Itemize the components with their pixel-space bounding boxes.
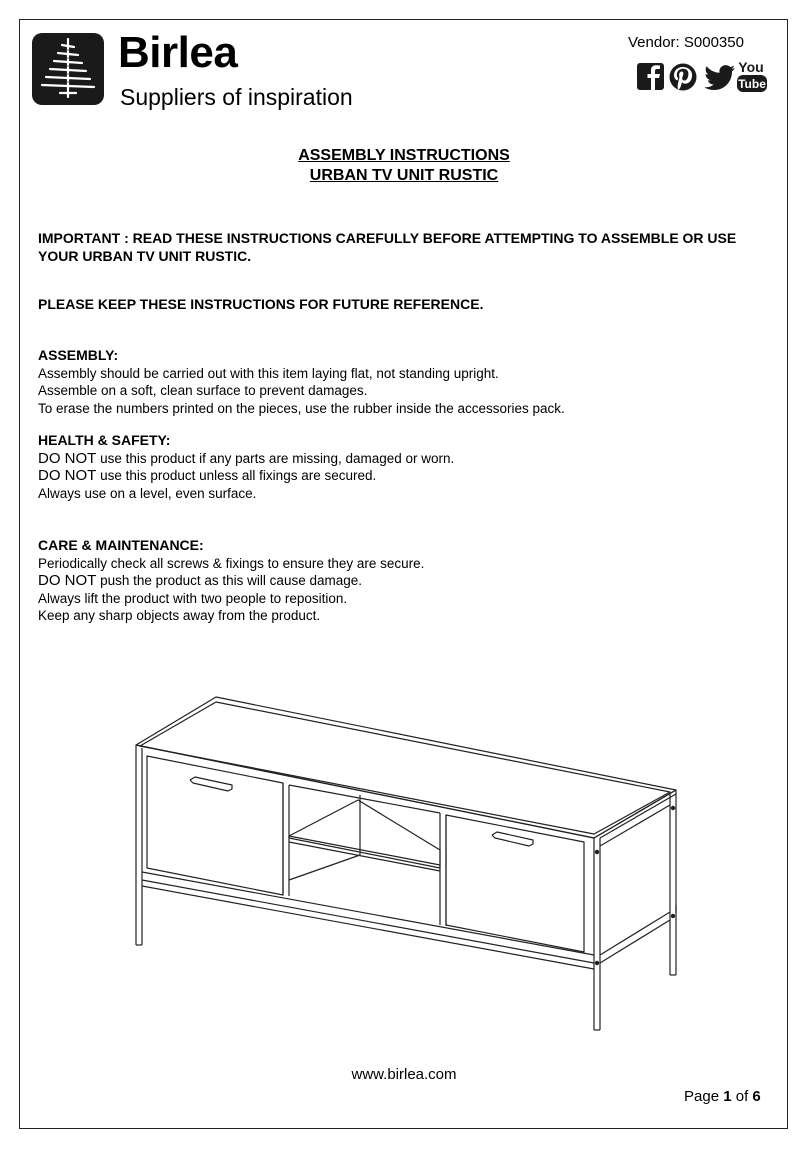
youtube-text-bottom: Tube — [738, 77, 766, 91]
keep-notice: PLEASE KEEP THESE INSTRUCTIONS FOR FUTURE REFERENCE. — [38, 296, 484, 312]
website-link[interactable]: www.birlea.com — [351, 1066, 457, 1083]
do-not-label: DO NOT — [38, 572, 97, 589]
safety-line — [38, 450, 454, 468]
health-safety-section — [38, 432, 454, 502]
twitter-icon[interactable] — [704, 65, 735, 90]
health-safety-heading: HEALTH & SAFETY: — [38, 432, 171, 448]
care-heading: CARE & MAINTENANCE: — [38, 537, 204, 553]
care-section — [38, 537, 424, 625]
youtube-text-top: You — [738, 59, 764, 75]
facebook-icon[interactable] — [637, 63, 664, 90]
tv-unit-illustration — [125, 690, 685, 1035]
assembly-line: Assembly should be carried out with this item laying flat, not standing upright. — [38, 365, 499, 381]
assembly-line: To erase the numbers printed on the pieces, use the rubber inside the accessories pack. — [38, 400, 565, 416]
page-number — [684, 1088, 761, 1105]
safety-line-text: use this product if any parts are missing, damaged or worn. — [96, 450, 455, 466]
page-label: Page — [684, 1088, 720, 1105]
safety-line: Always use on a level, even surface. — [38, 485, 257, 501]
do-not-label: DO NOT — [38, 467, 97, 484]
assembly-heading: ASSEMBLY: — [38, 347, 119, 363]
product-title: URBAN TV UNIT RUSTIC — [309, 167, 499, 184]
birlea-tree-logo-icon — [32, 33, 104, 105]
social-icons — [637, 58, 769, 94]
vendor-code: Vendor: S000350 — [628, 34, 744, 51]
assembly-line: Assemble on a soft, clean surface to prevent damages. — [38, 383, 368, 398]
brand-tagline: Suppliers of inspiration — [120, 84, 353, 110]
important-notice: IMPORTANT : READ THESE INSTRUCTIONS CAREFULLY BEFORE ATTEMPTING TO ASSEMBLE OR USE YOUR URBAN TV UNIT RUSTIC. — [38, 230, 737, 264]
care-line — [38, 572, 424, 590]
care-line: Always lift the product with two people to reposition. — [38, 590, 348, 606]
care-line-text: push the product as this will cause damage. — [96, 573, 362, 588]
youtube-icon[interactable] — [737, 59, 767, 92]
care-line: Periodically check all screws & fixings to ensure they are secure. — [38, 555, 425, 571]
safety-line-text: use this product unless all fixings are secured. — [96, 468, 377, 483]
pinterest-icon[interactable] — [670, 64, 697, 91]
page-current: 1 — [723, 1088, 732, 1105]
page-total: 6 — [752, 1088, 761, 1105]
assembly-section — [38, 347, 565, 417]
safety-line — [38, 467, 454, 485]
brand-name: Birlea — [118, 28, 238, 77]
care-line: Keep any sharp objects away from the product. — [38, 608, 321, 623]
of-label: of — [735, 1088, 749, 1105]
do-not-label: DO NOT — [38, 449, 97, 467]
document-title: ASSEMBLY INSTRUCTIONS — [298, 147, 510, 164]
